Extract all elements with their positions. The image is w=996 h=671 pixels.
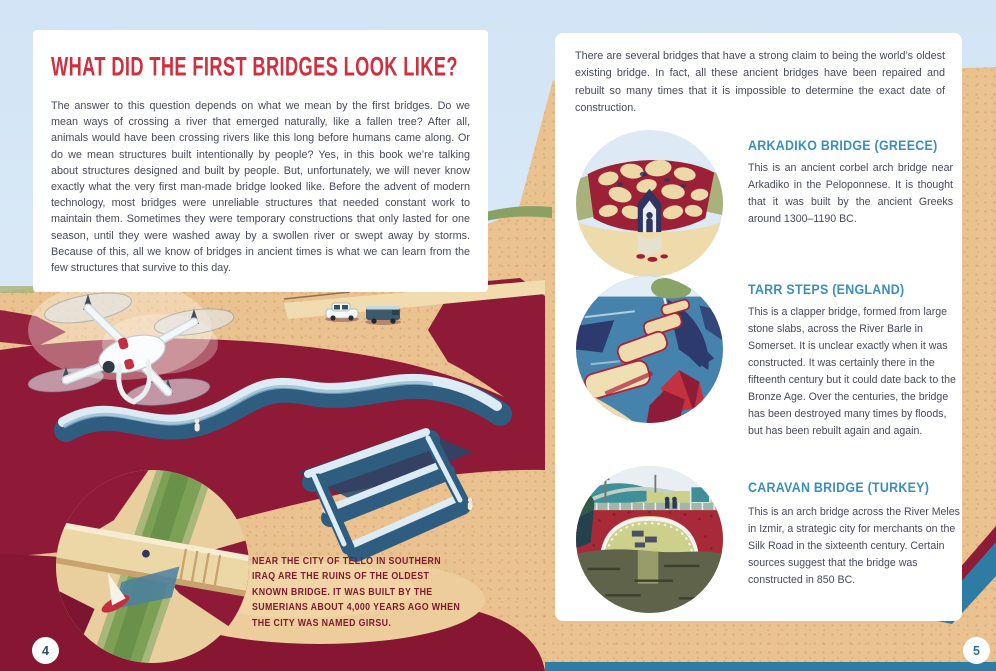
bridge-body-tarr-steps: This is a clapper bridge, formed from large stone slabs, across the River Barle in Somerset. It is unclear exactly when it was constructed. It was certainly there in the fifteenth century but it could date back to the Bronze Age. Over the centuries, the bridge has been destroyed many times by floods, but has been rebuilt again and again. (748, 306, 956, 437)
bridge-body-caravan: This is an arch bridge across the River Meles in Izmir, a strategic city for merchants on the Silk Road in the sixteenth century. Certain sources suggest that the bridge was constructed in 850 BC. (748, 506, 960, 586)
aerial-bridge-illustration (56, 470, 249, 663)
left-page-textbox (33, 30, 488, 292)
arkadiko-bridge-illustration (576, 130, 723, 277)
caravan-bridge-illustration (576, 466, 723, 613)
bridge-ruins-inset-circle (56, 470, 249, 663)
tarr-steps-illustration (576, 276, 723, 423)
page-number-left: 4 (32, 637, 59, 664)
bridge-entry-tarr-steps (576, 276, 962, 436)
page-number-right: 5 (963, 637, 990, 664)
intro-paragraph: There are several bridges that have a strong claim to being the world’s oldest existing bridge. In fact, all these ancient bridges have been repaired and rebuilt so many times that it is impossible to determine the exact date of construction. (575, 50, 945, 115)
bridge-entry-arkadiko (576, 130, 962, 290)
treeline (486, 206, 552, 221)
bridge-heading-arkadiko: ARKADIKO BRIDGE (GREECE) (748, 138, 938, 153)
page-title: WHAT DID THE FIRST BRIDGES LOOK LIKE? (51, 52, 458, 83)
grass-strip (0, 286, 34, 293)
bottom-water-strip (545, 662, 996, 671)
bridge-entry-caravan (576, 466, 962, 626)
bridge-heading-caravan: CARAVAN BRIDGE (TURKEY) (748, 480, 930, 495)
van-vehicle (365, 306, 401, 325)
right-page-card (555, 33, 962, 621)
left-page-body: The answer to this question depends on what we mean by the first bridges. Do we mean ways of crossing a river that emerged naturally, like a fallen tree? After all, animals would have been crossing rivers like this long before humans came along. Or do we mean structures built intentionally by people? Yes, in this book we’re talking about structures designed and built by people. But, unfortunately, we will never know exactly what the very first man-made bridge looked like. Before the advent of modern technology, most bridges were unreliable structures that needed constant work to maintain them. Sometimes they were temporary constructions that only lasted for one season, until they were washed away by a swollen river or swept away by storms. Because of this, all we know of bridges in ancient times is what we can learn from the few structures that survive to this day. (51, 100, 470, 275)
bridge-heading-tarr-steps: TARR STEPS (ENGLAND) (748, 282, 905, 297)
bridge-body-arkadiko: This is an ancient corbel arch bridge near Arkadiko in the Peloponnese. It is thought that it was built by the ancient Greeks around 1300–1190 BC. (748, 162, 953, 225)
illustration-caption: NEAR THE CITY OF TELLO IN SOUTHERN IRAQ ARE THE RUINS OF THE OLDEST KNOWN BRIDGE. IT WAS BUILT BY THE SUMERIANS ABOUT 4,000 YEARS AGO WHEN THE CITY WAS NAMED GIRSU. (252, 555, 461, 629)
